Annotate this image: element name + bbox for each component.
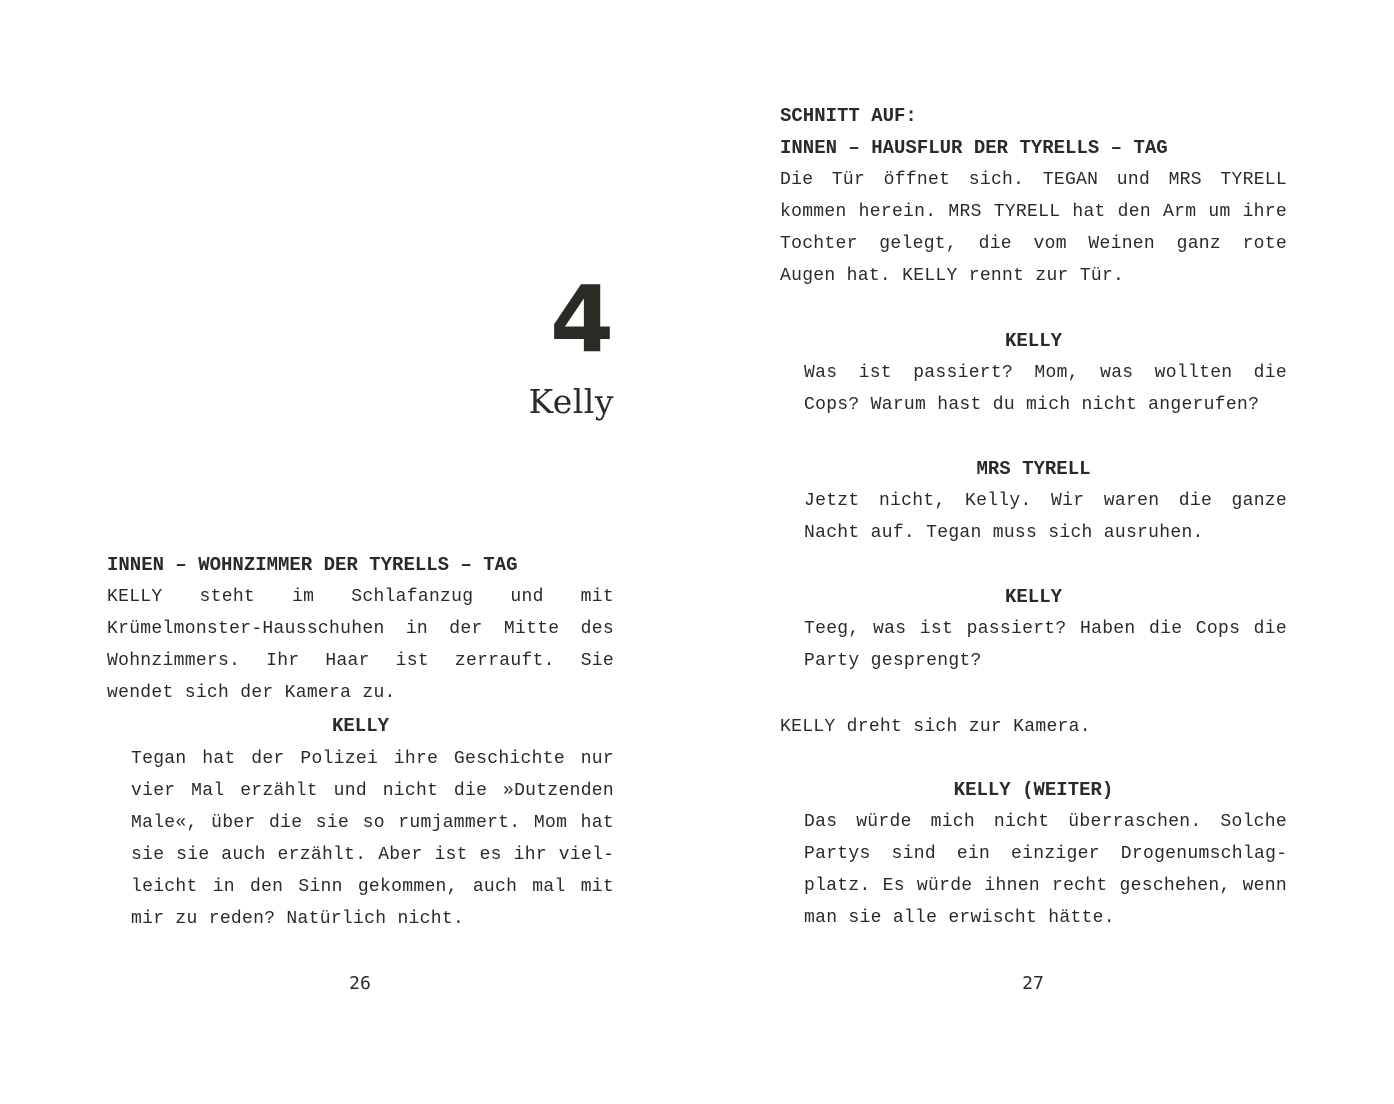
dialogue-block-2 <box>780 453 1287 549</box>
character-name-kelly: KELLY <box>331 715 389 737</box>
chapter-title: Kelly <box>528 382 614 421</box>
action-text-hallway: Die Tür öffnet sich. TEGAN und MRS TYRELL kommen herein. MRS TYRELL hat den Arm um ihre Tochter gelegt, die vom Weinen ganz rote Augen hat. KELLY rennt zur Tür. <box>780 170 1287 286</box>
transition-text: SCHNITT AUF: <box>780 105 917 127</box>
action-text: KELLY steht im Schlafanzug und mit Krümelmonster-Hausschuhen in der Mitte des Wohnzimmers. Ihr Haar ist zerrauft. Sie wendet sich der Kamera zu. <box>107 587 614 703</box>
dialogue-text-final: Das würde mich nicht überraschen. Solche Partys sind ein einziger Drogenumschlagplatz. Es würde ihnen recht geschehen, wenn man sie alle erwischt hätte. <box>804 812 1287 928</box>
left-scene <box>107 549 614 709</box>
action-text-camera: KELLY dreht sich zur Kamera. <box>780 717 1091 737</box>
dialogue-block-3 <box>780 581 1287 677</box>
slugline-living-room: INNEN – WOHNZIMMER DER TYRELLS – TAG <box>107 554 518 576</box>
page-number-right: 27 <box>1022 973 1044 994</box>
chapter-number: 4 <box>549 266 614 373</box>
character-name: KELLY <box>1004 586 1062 608</box>
character-name: KELLY <box>1004 330 1062 352</box>
dialogue-kelly: Tegan hat der Polizei ihre Geschichte nur vier Mal erzählt und nicht die »Dutzenden Male«, über die sie so rumjammert. Mom hat sie sie auch erzählt. Aber ist es ihr vielleicht in den Sinn gekommen, auch mal mit mir zu reden? Natürlich nicht. <box>131 749 614 929</box>
dialogue-text: Was ist passiert? Mom, was wollten die Cops? Warum hast du mich nicht angerufen? <box>804 363 1287 415</box>
right-scene-header <box>780 100 1287 292</box>
character-name: MRS TYRELL <box>976 458 1091 480</box>
character-name-continued: KELLY (WEITER) <box>953 779 1114 801</box>
dialogue-text: Teeg, was ist passiert? Haben die Cops die Party gesprengt? <box>804 619 1287 671</box>
slugline-hallway: INNEN – HAUSFLUR DER TYRELLS – TAG <box>780 137 1168 159</box>
dialogue-text: Jetzt nicht, Kelly. Wir waren die ganze Nacht auf. Tegan muss sich ausruhen. <box>804 491 1287 543</box>
page-number-left: 26 <box>349 973 371 994</box>
dialogue-block-final <box>780 774 1287 934</box>
dialogue-block-1 <box>780 325 1287 421</box>
